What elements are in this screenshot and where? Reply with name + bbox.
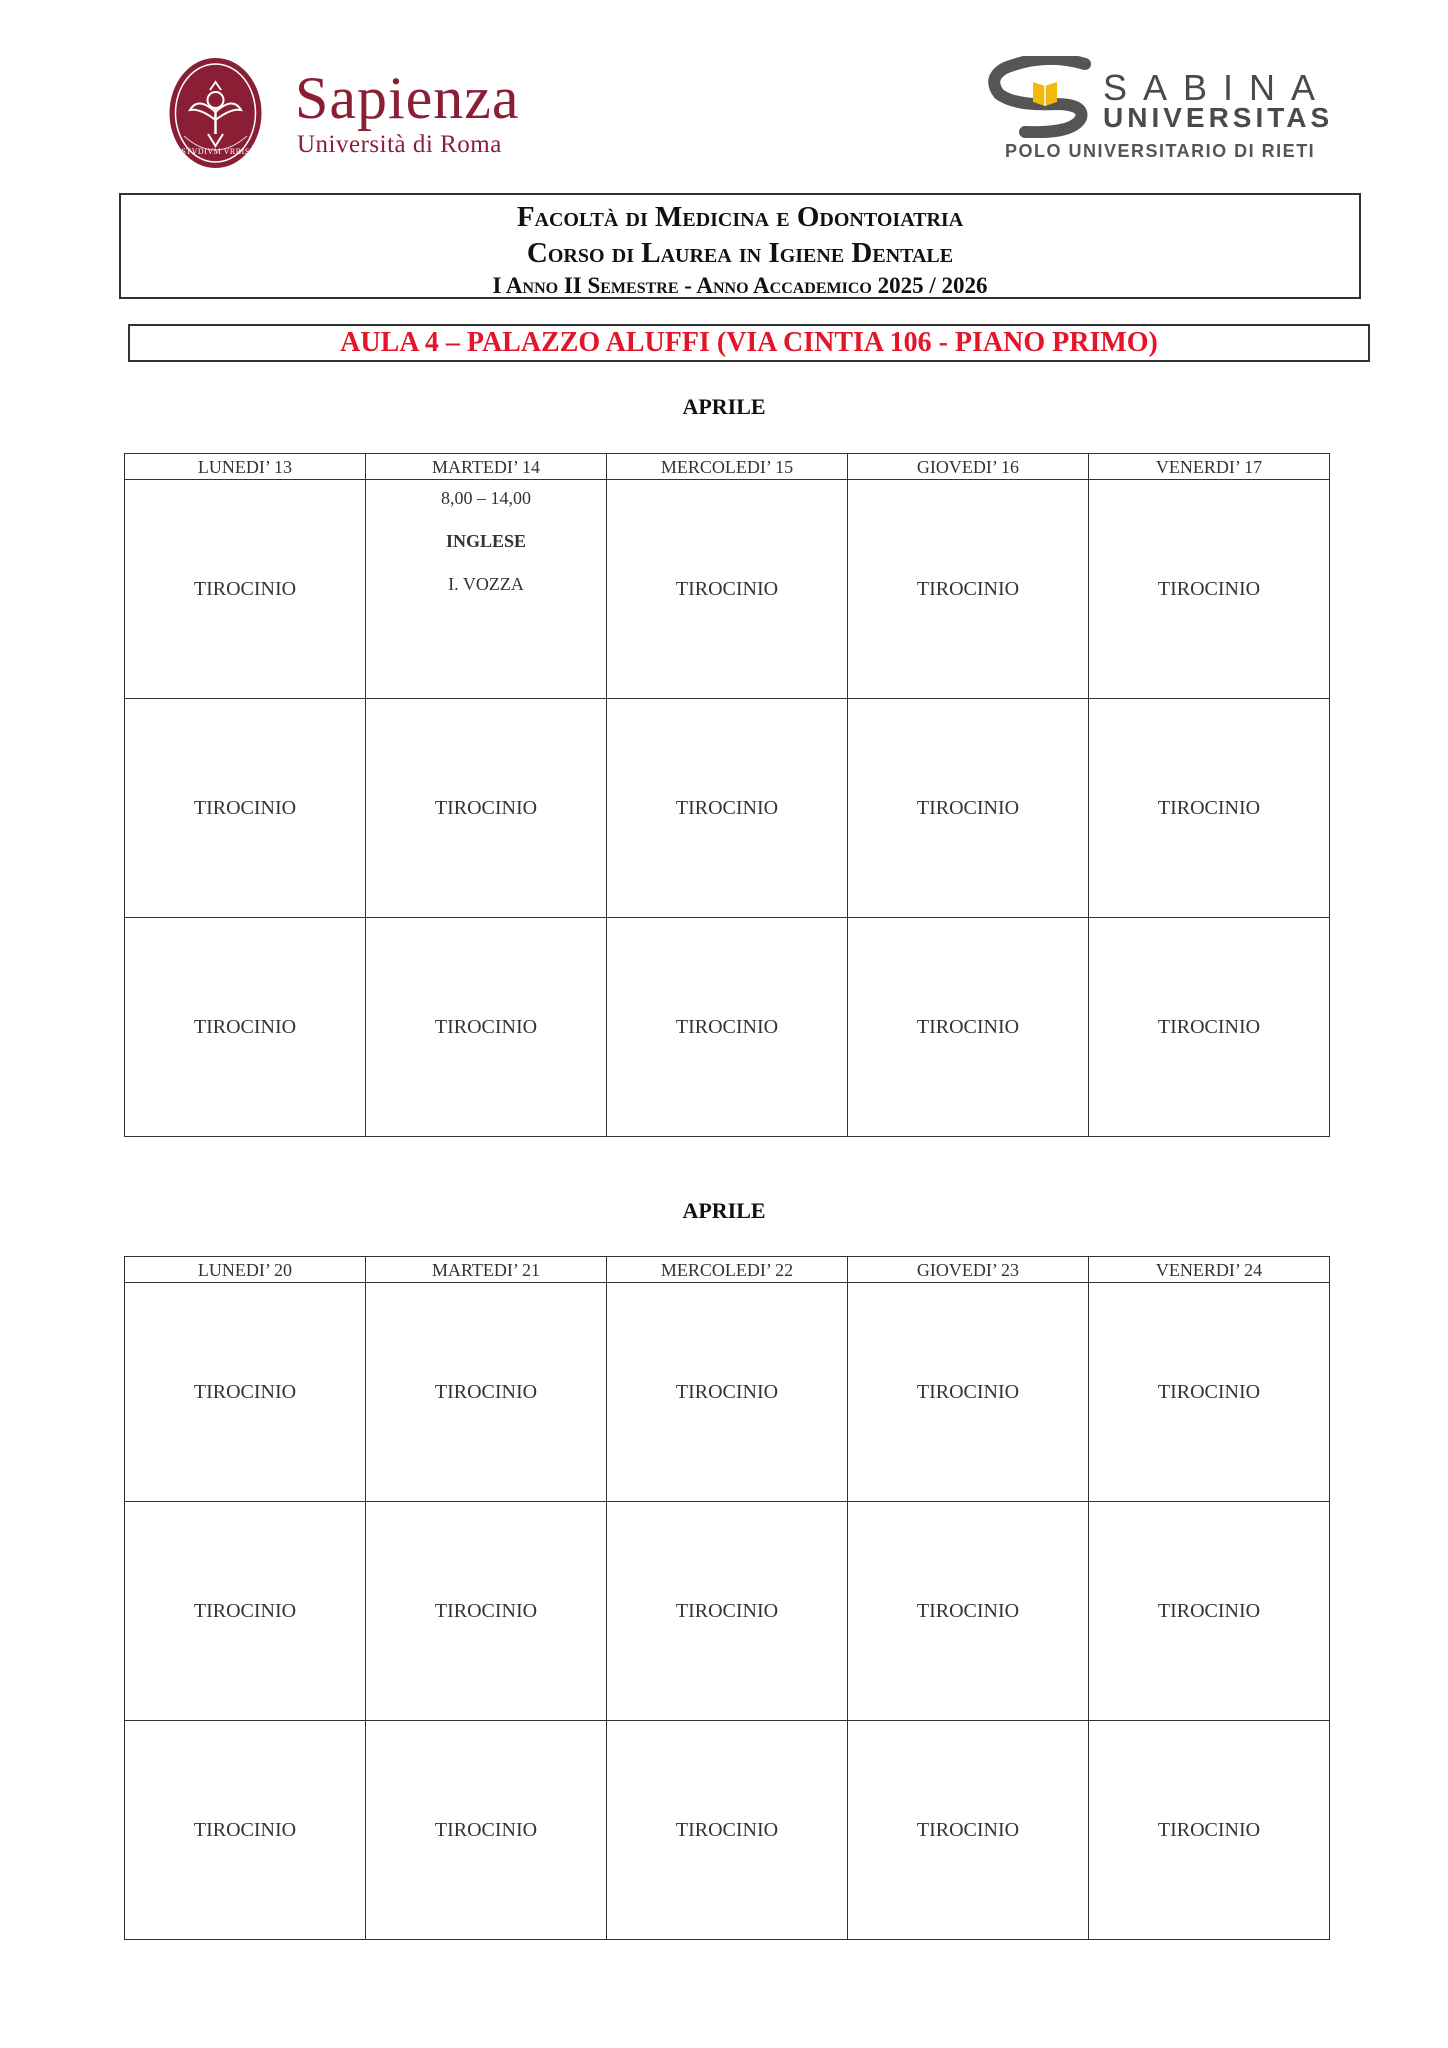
day-header: MERCOLEDI’ 15 xyxy=(607,454,848,480)
faculty-title: Facoltà di Medicina e Odontoiatria xyxy=(516,201,964,233)
timetable-row xyxy=(125,480,1330,699)
academic-year: I Anno II Semestre - Anno Accademico 2025 / 2026 xyxy=(492,273,988,298)
timetable-week-2 xyxy=(124,1256,1330,1940)
sabina-swoosh-icon xyxy=(985,56,1097,138)
day-header: MARTEDI’ 14 xyxy=(366,454,607,480)
timetable-cell: TIROCINIO xyxy=(607,1283,848,1502)
timetable-cell: TIROCINIO xyxy=(848,699,1089,918)
lesson-teacher: I. VOZZA xyxy=(448,573,524,594)
sabina-title: SABINA xyxy=(1103,67,1332,108)
lesson-block xyxy=(366,488,606,595)
sabina-caption: POLO UNIVERSITARIO DI RIETI xyxy=(1005,141,1316,161)
day-header-row xyxy=(125,454,1330,480)
timetable-cell: TIROCINIO xyxy=(125,699,366,918)
day-header: MARTEDI’ 21 xyxy=(366,1257,607,1283)
timetable-cell: TIROCINIO xyxy=(848,1502,1089,1721)
lesson-subject: INGLESE xyxy=(445,530,527,551)
timetable-cell: TIROCINIO xyxy=(848,1283,1089,1502)
timetable-cell: TIROCINIO xyxy=(1089,918,1330,1137)
sapienza-title: Sapienza xyxy=(295,65,520,131)
timetable-cell: TIROCINIO xyxy=(125,1502,366,1721)
timetable-cell: TIROCINIO xyxy=(1089,480,1330,699)
timetable-row xyxy=(125,699,1330,918)
day-header: GIOVEDI’ 16 xyxy=(848,454,1089,480)
timetable-cell: TIROCINIO xyxy=(607,699,848,918)
sabina-logo xyxy=(985,56,1335,166)
lesson-time: 8,00 – 14,00 xyxy=(441,487,531,508)
timetable-cell: TIROCINIO xyxy=(848,480,1089,699)
timetable-cell: TIROCINIO xyxy=(1089,699,1330,918)
lesson-cell xyxy=(366,480,607,699)
timetable-cell: TIROCINIO xyxy=(366,918,607,1137)
timetable-cell: TIROCINIO xyxy=(848,918,1089,1137)
timetable-row xyxy=(125,1721,1330,1940)
sapienza-logo xyxy=(168,56,548,174)
timetable-cell: TIROCINIO xyxy=(125,1283,366,1502)
sabina-subtitle: UNIVERSITAS xyxy=(1103,102,1334,133)
timetable-cell: TIROCINIO xyxy=(366,1502,607,1721)
timetable-cell: TIROCINIO xyxy=(366,1721,607,1940)
course-title: Corso di Laurea in Igiene Dentale xyxy=(526,237,954,269)
day-header: VENERDI’ 17 xyxy=(1089,454,1330,480)
timetable-cell: TIROCINIO xyxy=(607,1502,848,1721)
timetable-cell: TIROCINIO xyxy=(1089,1283,1330,1502)
month-label: APRILE xyxy=(682,1198,766,1223)
day-header-row xyxy=(125,1257,1330,1283)
timetable-cell: TIROCINIO xyxy=(366,1283,607,1502)
day-header: LUNEDI’ 13 xyxy=(125,454,366,480)
timetable-cell: TIROCINIO xyxy=(1089,1502,1330,1721)
seal-text: STVDIVM VRBIS xyxy=(181,147,250,156)
timetable-cell: TIROCINIO xyxy=(125,918,366,1137)
timetable-cell: TIROCINIO xyxy=(125,480,366,699)
sapienza-seal-icon xyxy=(168,56,263,170)
timetable-cell: TIROCINIO xyxy=(607,480,848,699)
timetable-row xyxy=(125,1283,1330,1502)
timetable-row xyxy=(125,918,1330,1137)
timetable-week-1 xyxy=(124,453,1330,1137)
day-header: GIOVEDI’ 23 xyxy=(848,1257,1089,1283)
timetable-row xyxy=(125,1502,1330,1721)
timetable-cell: TIROCINIO xyxy=(1089,1721,1330,1940)
timetable-cell: TIROCINIO xyxy=(607,918,848,1137)
timetable-cell: TIROCINIO xyxy=(848,1721,1089,1940)
day-header: LUNEDI’ 20 xyxy=(125,1257,366,1283)
timetable-cell: TIROCINIO xyxy=(607,1721,848,1940)
aula-banner xyxy=(128,324,1370,362)
day-header: VENERDI’ 24 xyxy=(1089,1257,1330,1283)
day-header: MERCOLEDI’ 22 xyxy=(607,1257,848,1283)
timetable-cell: TIROCINIO xyxy=(125,1721,366,1940)
sapienza-subtitle: Università di Roma xyxy=(297,131,502,158)
aula-label: AULA 4 – PALAZZO ALUFFI (VIA CINTIA 106 - PIANO PRIMO) xyxy=(340,327,1158,358)
timetable-cell: TIROCINIO xyxy=(366,699,607,918)
course-header xyxy=(119,193,1361,299)
month-label: APRILE xyxy=(682,394,766,419)
